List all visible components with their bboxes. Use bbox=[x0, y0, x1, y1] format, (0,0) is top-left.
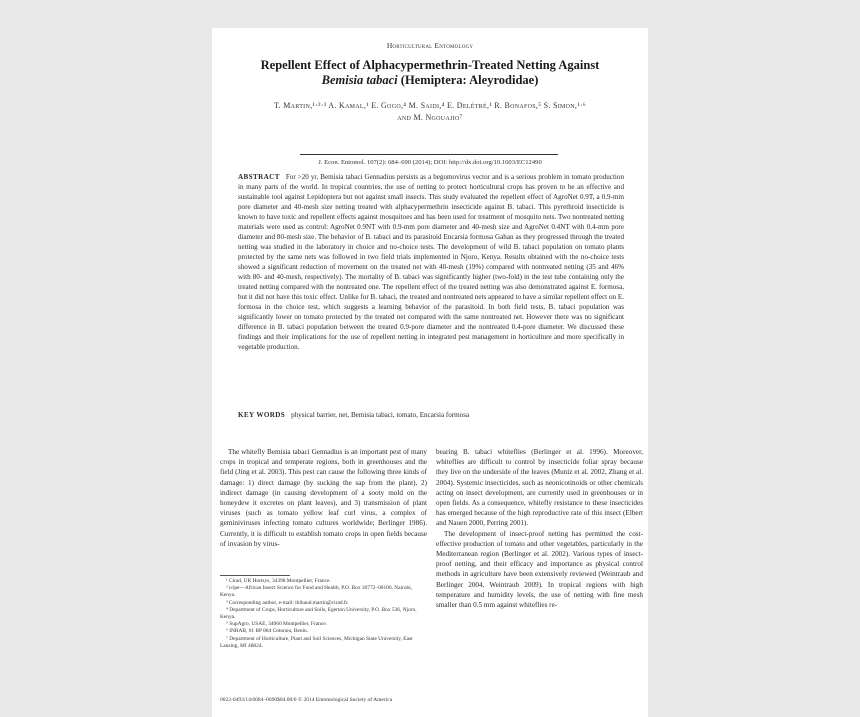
journal-citation: J. Econ. Entomol. 107(2): 684–690 (2014); DOI: http://dx.doi.org/10.1603/EC12490 bbox=[318, 159, 542, 166]
footnote: ⁵ SupAgro, USAE, 34060 Montpellier, France. bbox=[226, 621, 327, 628]
footnote: ⁶ INRAB, 01 BP 884 Cotonou, Benin. bbox=[226, 628, 309, 635]
footnote: ² icipe—African Insect Science for Food and Health, P.O. Box 30772–00100, Nairobi, Kenya. bbox=[220, 585, 413, 599]
footnote: ¹ Cirad, UR Hortsys, 34398 Montpellier, France. bbox=[226, 578, 331, 584]
abstract bbox=[238, 172, 624, 352]
footnote: ⁴ Department of Crops, Horticulture and Soils, Egerton University, P.O. Box 536, Njoro, Kenya. bbox=[220, 606, 417, 621]
title-line-1: Repellent Effect of Alphacypermethrin-Treated Netting Against bbox=[260, 58, 600, 72]
abstract-heading: ABSTRACT bbox=[238, 173, 280, 181]
keywords-text: physical barrier, net, Bemisia tabaci, tomato, Encarsia formosa bbox=[291, 411, 470, 419]
header-divider bbox=[300, 154, 558, 155]
footnotes bbox=[220, 578, 427, 650]
author-list bbox=[212, 100, 648, 124]
title-line-2 bbox=[212, 73, 648, 88]
copyright-footer: 0022-0493/14/0684–0690$04.00/0 © 2014 Entomological Society of America bbox=[220, 697, 393, 703]
paper-page bbox=[212, 28, 648, 717]
body-paragraph: The development of insect-proof netting has permitted the cost-effective production of tomato and other vegetables, particularly in the Mediterranean region (Berlinger et al. 2002). Various types of insect-proof netting, and their efficacy and importance as physical control methods in agriculture have been extensively reviewed (Weintraub and Berlinger 2004, Weintraub 2009). In tropical regions with high temperature and humidity levels, the use of netting with fine mesh smaller than 0.5 mm against whiteflies re- bbox=[436, 529, 643, 610]
authors-line-1: T. Martin,¹·²·³ A. Kamal,¹ E. Gogo,⁴ M. Saidi,⁴ E. Delétré,¹ R. Bonafos,⁵ S. Simon,¹·⁶ bbox=[274, 101, 586, 110]
footnote: ⁷ Department of Horticulture, Plant and Soil Sciences, Michigan State University, East Lansing, MI 48824. bbox=[220, 635, 413, 649]
keywords bbox=[238, 411, 624, 419]
title-species: Bemisia tabaci bbox=[321, 73, 398, 87]
title-order: (Hemiptera: Aleyrodidae) bbox=[397, 73, 539, 87]
section-heading: Horticultural Entomology bbox=[386, 41, 474, 50]
footnote-divider bbox=[220, 575, 290, 576]
body-paragraph: The whitefly Bemisia tabaci Gennadius is an important pest of many crops in tropical and temperate regions, both in greenhouses and the field (Jing et al. 2003). This pest can cause the following three kinds of damage: 1) direct damage (by sucking the sap from the plant), 2) indirect damage (in causing development of a sooty mold on the honeydew it excretes on plant leaves), and 3) transmission of plant viruses (such as tomato yellow leaf curl virus, a complex of geminiviruses infecting tomato cultures worldwide; Berlinger 1986). Currently, it is difficult to establish tomato crops in open fields because of invasion by virus- bbox=[220, 448, 427, 548]
body-column-left bbox=[220, 447, 427, 549]
authors-line-2: and M. Ngouajio⁷ bbox=[397, 113, 463, 122]
article-title bbox=[212, 58, 648, 88]
abstract-text: For >20 yr, Bemisia tabaci Gennadius persists as a begomovirus vector and is a serious problem in tomato production in many parts of the world. In tropical countries, the use of netting to protect horticultural crops has proven to be an effective and sustainable tool against Lepidoptera but not against small insects. This study evaluated the repellent effect of AgroNet 0.9T, a 0.9-mm pore diameter and 40-mesh size netting treated with alphacypermethrin insecticide against B. tabaci. This pyrethroid insecticide is known to have toxic and repellent effects against mosquitoes and has been used for treatment of mosquito nets. Two nontreated netting materials were used as control: AgroNet 0.9NT with 0.9-mm pore diameter and 40-mesh size and AgroNet 0.4NT with 0.4-mm pore diameter and 80-mesh size. The behavior of B. tabaci and its parasitoid Encarsia formosa Gahan as they progressed through the treated netting was studied in the laboratory in choice and no-choice tests. The development of wild B. tabaci population on tomato plants protected by the same nets was followed in two field trials implemented in Njoro, Kenya. Results obtained with the no-choice tests showed a significant reduction of movement on the treated net with 40-mesh (19%) compared with nontreated netting (35 and 46% with 80- and 40-mesh, respectively). The mortality of B. tabaci was significantly higher (two-fold) in the test tube containing only the treated netting compared with the nontreated one. The repellent effect of the treated netting was also demonstrated against E. formosa, but it did not have this toxic effect. Unlike for B. tabaci, the treated and nontreated nets appeared to have a similar repellent effect on E. formosa in the choice test, which suggests a learning behavior of the parasitoid. In both field tests, B. tabaci population was significantly lower on tomato protected by the treated net compared with the same nontreated net. However there was no significant difference in B. tabaci population between the treated 0.9-pore diameter and the nontreated 0.4-pore diameter. We discussed these findings and their implications for the use of repellent netting in integrated pest management in horticulture and more specifically in vegetable production. bbox=[238, 173, 624, 351]
body-column-right bbox=[436, 447, 643, 610]
keywords-heading: KEY WORDS bbox=[238, 411, 286, 419]
footnote: ³ Corresponding author, e-mail: thibaud.martin@cirad.fr. bbox=[226, 599, 349, 606]
body-paragraph: bearing B. tabaci whiteflies (Berlinger et al. 1996). Moreover, whiteflies are difficult to control by insecticide foliar spray because they live on the underside of the leaves (Muniz et al. 2002, Zhang et al. 2004). Systemic insecticides, such as neonicotinoids or other chemicals acting on insect development, are currently used in greenhouses or in open fields. As a consequence, whitefly resistance to these insecticides has emerged because of the high reproductive rate of this insect (Elbert and Nauen 2000, Perring 2001). bbox=[436, 448, 643, 528]
